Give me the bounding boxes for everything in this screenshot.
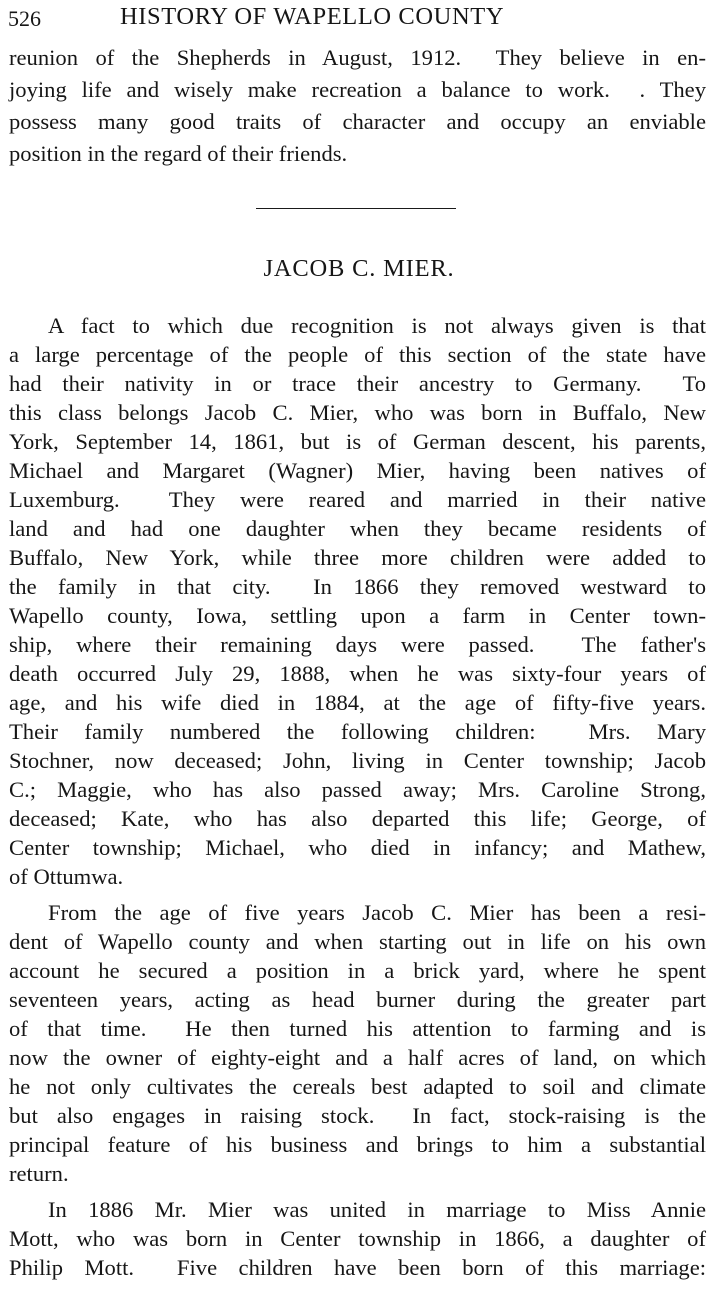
body-line: deceased; Kate, who has also departed this life; George, of xyxy=(9,806,706,831)
body-line: Mott, who was born in Center township in 1866, a daughter of xyxy=(9,1226,706,1251)
body-line: In 1886 Mr. Mier was united in marriage to Miss Annie xyxy=(48,1197,706,1222)
body-line: had their nativity in or trace their ancestry to Germany. To xyxy=(9,371,706,396)
body-line: Wapello county, Iowa, settling upon a farm in Center town- xyxy=(9,603,706,628)
section-divider xyxy=(256,208,456,209)
body-line: age, and his wife died in 1884, at the age of fifty-five years. xyxy=(9,690,706,715)
body-line: death occurred July 29, 1888, when he was sixty-four years of xyxy=(9,661,706,686)
body-line: reunion of the Shepherds in August, 1912. They believe in en- xyxy=(9,45,706,70)
body-line: return. xyxy=(9,1161,69,1186)
running-head xyxy=(8,2,710,34)
body-line: joying life and wisely make recreation a balance to work. . They xyxy=(9,77,706,102)
body-line: this class belongs Jacob C. Mier, who was born in Buffalo, New xyxy=(9,400,706,425)
body-line: but also engages in raising stock. In fact, stock-raising is the xyxy=(9,1103,706,1128)
body-line: Their family numbered the following children: Mrs. Mary xyxy=(9,719,706,744)
body-line: dent of Wapello county and when starting out in life on his own xyxy=(9,929,706,954)
body-line: the family in that city. In 1866 they removed westward to xyxy=(9,574,706,599)
page-number: 526 xyxy=(8,6,41,31)
body-line: seventeen years, acting as head burner during the greater part xyxy=(9,987,706,1012)
body-line: A fact to which due recognition is not always given is that xyxy=(48,313,706,338)
body-line: Buffalo, New York, while three more children were added to xyxy=(9,545,706,570)
body-line: Luxemburg. They were reared and married in their native xyxy=(9,487,706,512)
body-line: ship, where their remaining days were passed. The father's xyxy=(9,632,706,657)
body-line: a large percentage of the people of this section of the state have xyxy=(9,342,706,367)
running-title: HISTORY OF WAPELLO COUNTY xyxy=(120,3,505,30)
body-line: C.; Maggie, who has also passed away; Mrs. Caroline Strong, xyxy=(9,777,706,802)
body-line: possess many good traits of character and occupy an enviable xyxy=(9,109,706,134)
body-line: now the owner of eighty-eight and a half acres of land, on which xyxy=(9,1045,706,1070)
body-line: account he secured a position in a brick yard, where he spent xyxy=(9,958,706,983)
body-line: Stochner, now deceased; John, living in Center township; Jacob xyxy=(9,748,706,773)
section-heading: JACOB C. MIER. xyxy=(263,255,455,282)
body-line: principal feature of his business and brings to him a substantial xyxy=(9,1132,706,1157)
body-line: position in the regard of their friends. xyxy=(9,141,348,166)
body-line: land and had one daughter when they became residents of xyxy=(9,516,706,541)
body-line: of Ottumwa. xyxy=(9,864,124,889)
body-line: Michael and Margaret (Wagner) Mier, having been natives of xyxy=(9,458,706,483)
body-line: he not only cultivates the cereals best adapted to soil and climate xyxy=(9,1074,706,1099)
body-line: From the age of five years Jacob C. Mier has been a resi- xyxy=(48,900,706,925)
body-line: Center township; Michael, who died in infancy; and Mathew, xyxy=(9,835,706,860)
body-line: York, September 14, 1861, but is of German descent, his parents, xyxy=(9,429,706,454)
body-line: of that time. He then turned his attention to farming and is xyxy=(9,1016,706,1041)
body-line: Philip Mott. Five children have been born of this marriage: xyxy=(9,1255,706,1280)
